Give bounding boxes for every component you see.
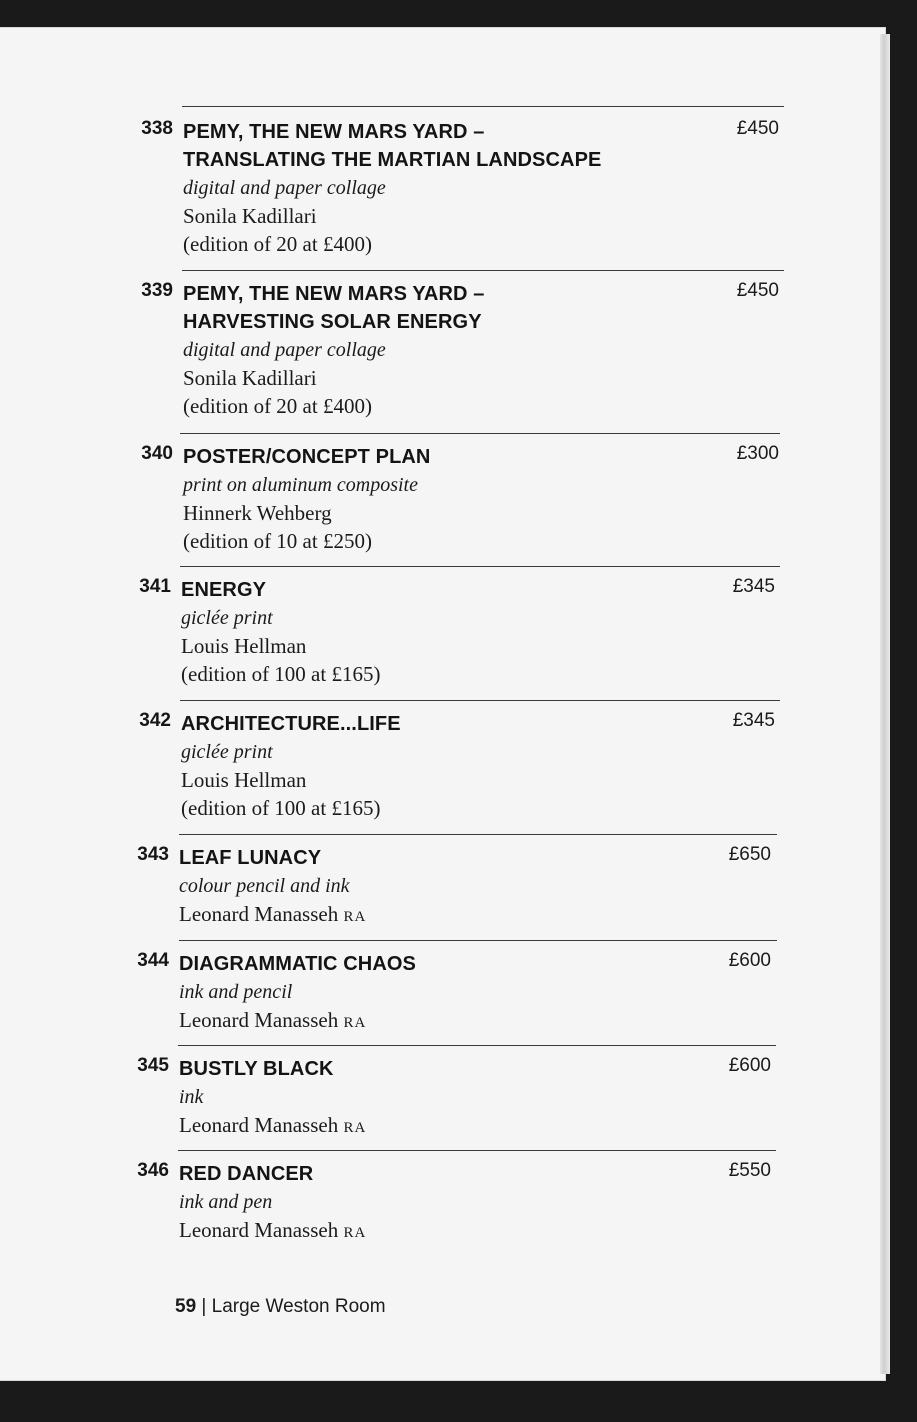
entry-artist	[183, 499, 643, 527]
entry-title: HARVESTING SOLAR ENERGY	[183, 311, 482, 333]
entry-details	[179, 950, 639, 1037]
entry-details	[181, 576, 641, 688]
entry-artist	[179, 1006, 639, 1037]
page-footer	[175, 1296, 386, 1318]
entry-artist	[181, 632, 641, 660]
entry-divider	[178, 1150, 776, 1151]
entry-artist	[183, 364, 643, 392]
entry-artist	[179, 1216, 639, 1247]
entry-title: DIAGRAMMATIC CHAOS	[179, 953, 416, 975]
entry-edition: (edition of 20 at £400)	[183, 394, 372, 418]
entry-price: £600	[728, 1055, 771, 1076]
entry-price: £550	[728, 1160, 771, 1181]
entry-details	[179, 1055, 639, 1142]
entry-edition: (edition of 100 at £165)	[181, 662, 381, 686]
entry-details	[179, 1160, 639, 1247]
entry-medium: giclée print	[181, 607, 273, 629]
entry-details	[183, 118, 643, 258]
artist-name: Leonard Manasseh	[179, 1008, 339, 1032]
entry-number: 343	[137, 844, 169, 865]
entry-artist	[179, 900, 639, 931]
entry-title: RED DANCER	[179, 1163, 314, 1185]
entry-edition: (edition of 10 at £250)	[183, 529, 372, 553]
entry-number: 345	[137, 1055, 169, 1076]
entry-price: £300	[736, 443, 779, 464]
entry-number: 346	[137, 1160, 169, 1181]
entry-medium: giclée print	[181, 741, 273, 763]
entry-number: 340	[141, 443, 173, 464]
entry-divider	[182, 270, 784, 271]
entry-price: £600	[728, 950, 771, 971]
entry-title: BUSTLY BLACK	[179, 1058, 334, 1080]
entry-price: £450	[736, 118, 779, 139]
entry-details	[183, 280, 643, 420]
entry-medium: ink	[179, 1086, 204, 1108]
artist-name: Leonard Manasseh	[179, 1113, 339, 1137]
artist-honour: RA	[343, 1015, 367, 1031]
entry-medium: colour pencil and ink	[179, 875, 350, 897]
entry-medium: digital and paper collage	[183, 339, 386, 361]
artist-name: Sonila Kadillari	[183, 366, 317, 390]
artist-name: Leonard Manasseh	[179, 1218, 339, 1242]
entry-divider	[179, 834, 777, 835]
entry-details	[181, 710, 641, 822]
entry-number: 338	[141, 118, 173, 139]
page-edge	[880, 34, 890, 1374]
artist-name: Leonard Manasseh	[179, 902, 339, 926]
artist-honour: RA	[343, 909, 367, 925]
artist-name: Louis Hellman	[181, 768, 307, 792]
entry-title: TRANSLATING THE MARTIAN LANDSCAPE	[183, 149, 602, 171]
entry-artist	[179, 1111, 639, 1142]
entry-medium: ink and pencil	[179, 981, 293, 1003]
entry-divider	[178, 1045, 776, 1046]
entry-title: PEMY, THE NEW MARS YARD –	[183, 283, 485, 305]
artist-name: Sonila Kadillari	[183, 204, 317, 228]
entry-title: LEAF LUNACY	[179, 847, 322, 869]
entry-medium: print on aluminum composite	[183, 474, 418, 496]
entry-edition: (edition of 100 at £165)	[181, 796, 381, 820]
artist-name: Hinnerk Wehberg	[183, 501, 332, 525]
entry-divider	[180, 566, 780, 567]
entry-divider	[179, 940, 777, 941]
entry-price: £345	[732, 576, 775, 597]
footer-separator: |	[196, 1296, 212, 1317]
entry-title: ENERGY	[181, 579, 267, 601]
entry-price: £450	[736, 280, 779, 301]
entry-number: 342	[139, 710, 171, 731]
entry-number: 341	[139, 576, 171, 597]
entry-number: 344	[137, 950, 169, 971]
entry-price: £650	[728, 844, 771, 865]
entry-title: PEMY, THE NEW MARS YARD –	[183, 121, 485, 143]
artist-name: Louis Hellman	[181, 634, 307, 658]
entry-medium: ink and pen	[179, 1191, 273, 1213]
entry-divider	[182, 106, 784, 107]
entry-number: 339	[141, 280, 173, 301]
room-name: Large Weston Room	[211, 1296, 386, 1317]
page-number: 59	[175, 1296, 197, 1317]
artist-honour: RA	[343, 1225, 367, 1241]
entry-title: ARCHITECTURE...LIFE	[181, 713, 401, 735]
entry-medium: digital and paper collage	[183, 177, 386, 199]
entry-artist	[183, 202, 643, 230]
entry-price: £345	[732, 710, 775, 731]
entry-title: POSTER/CONCEPT PLAN	[183, 446, 431, 468]
entry-edition: (edition of 20 at £400)	[183, 232, 372, 256]
entry-details	[183, 443, 643, 555]
artist-honour: RA	[343, 1120, 367, 1136]
entry-divider	[180, 700, 780, 701]
entry-divider	[180, 433, 780, 434]
entry-artist	[181, 766, 641, 794]
entry-details	[179, 844, 639, 931]
